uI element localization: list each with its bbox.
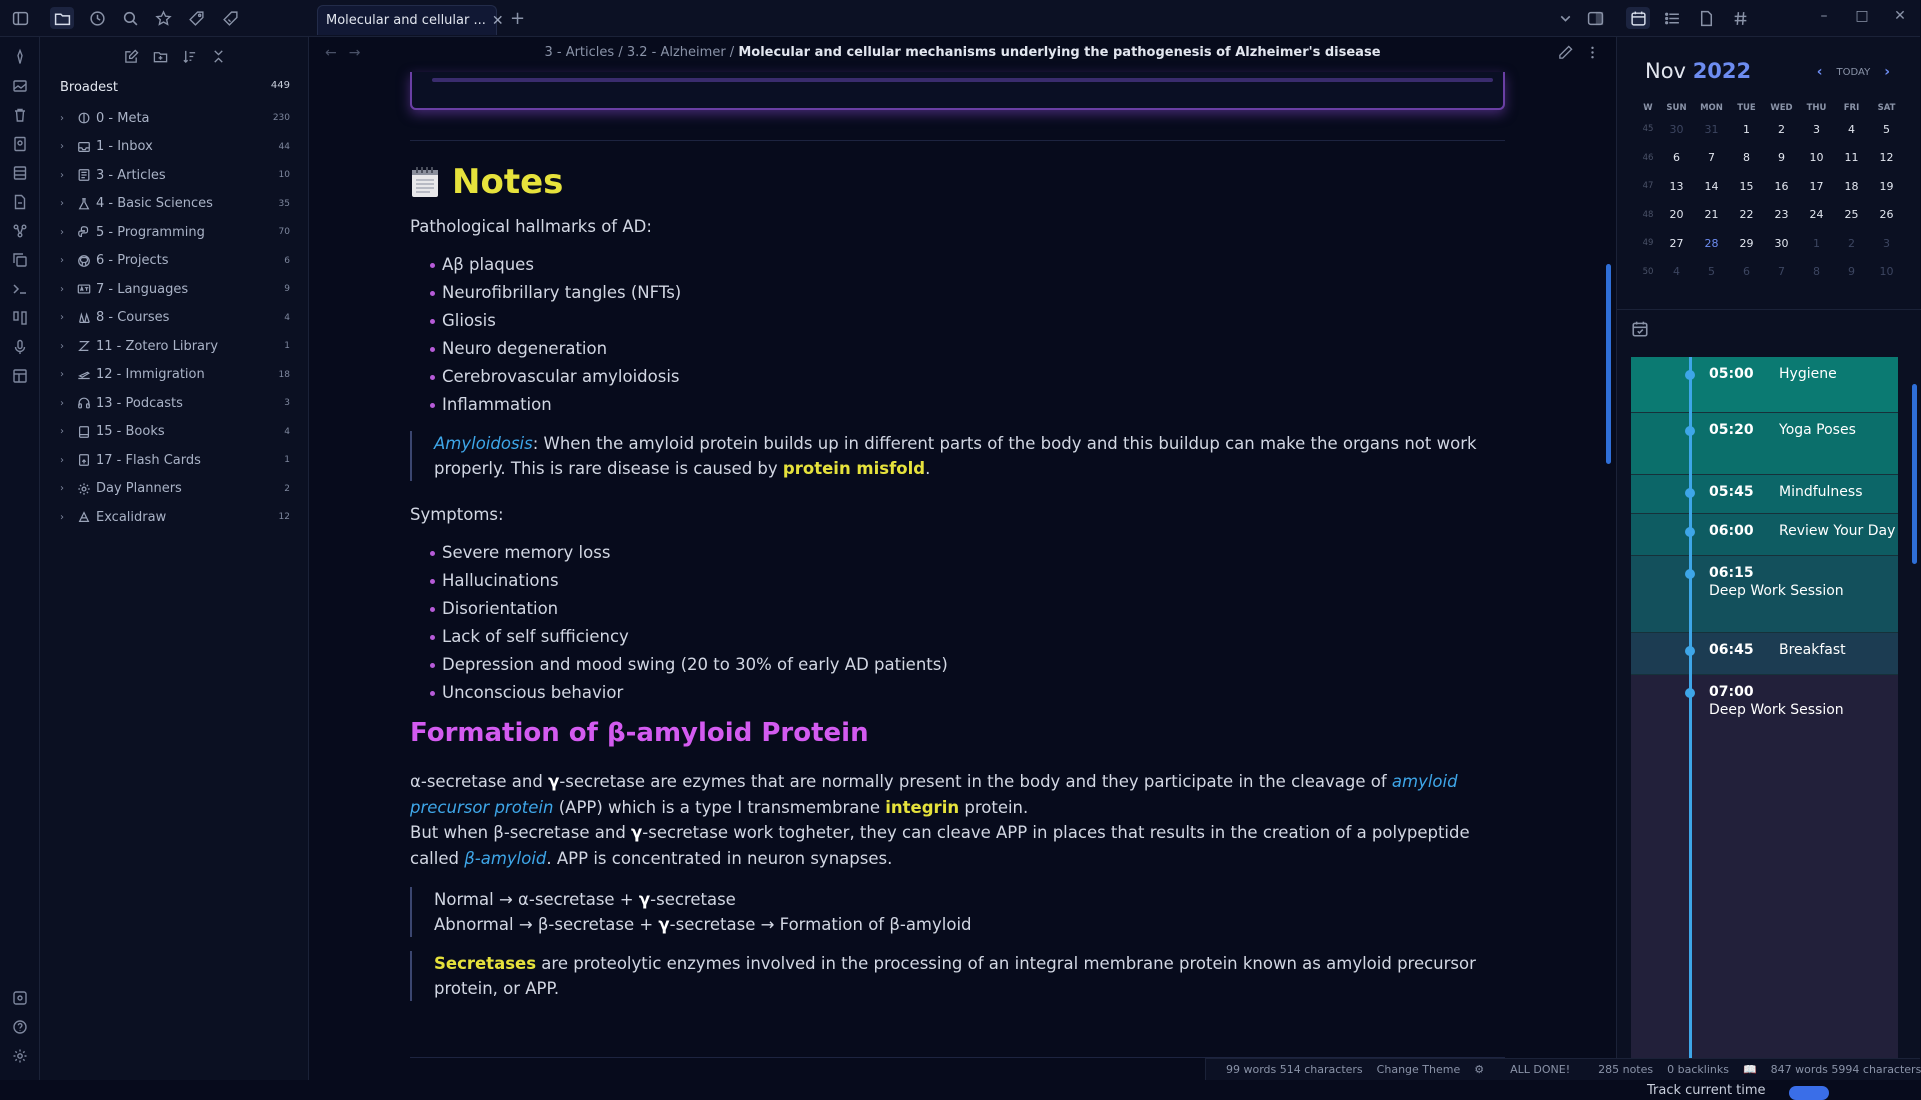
gamma-symbol: γ [658,915,670,934]
pen-icon[interactable] [10,47,30,67]
status-total-count: 847 words 5994 characters [1770,1063,1921,1076]
pathway-abnormal: Abnormal → β-secretase + [434,915,659,934]
week-number: 48 [1642,209,1654,220]
calendar-day[interactable]: 3 [1813,122,1820,136]
graph-view-icon[interactable] [10,221,30,241]
breadcrumb [310,45,1615,60]
calendar-day[interactable]: 25 [1844,208,1859,222]
calendar-week-row [1637,229,1904,258]
calendar-nav [1817,64,1890,80]
calendar-week-row [1637,201,1904,230]
editor-pane [310,37,1615,1080]
embedded-block [410,72,1505,110]
calendar-day[interactable]: 14 [1704,179,1719,193]
folder-count: 44 [278,141,290,152]
folder-count: 2 [284,483,290,494]
folder-item[interactable] [60,190,290,219]
gallery-icon[interactable] [10,76,30,96]
gamma-symbol: γ [638,890,651,909]
secretases-text: are proteolytic enzymes involved in the processing of an integral membrane protein known as amyloid precursor protein, or APP. [434,954,1476,998]
chevron-right-icon[interactable]: › [60,454,64,466]
breadcrumb-articles[interactable]: 3 - Articles [544,45,615,60]
list-item: Neurofibrillary tangles (NFTs) [410,279,1505,307]
calendar-day[interactable]: 23 [1774,208,1789,222]
divider [1617,309,1921,310]
symptoms-list [410,539,1505,707]
chevron-down-icon[interactable] [1553,7,1577,29]
folder-label: 5 - Programming [96,224,205,240]
chevron-right-icon[interactable]: › [60,397,64,409]
vault-name: Broadest [60,80,119,95]
folder-item[interactable] [60,161,290,190]
status-word-count: 99 words 514 characters [1226,1063,1363,1076]
maximize-icon[interactable]: □ [1855,8,1869,24]
python-icon [76,224,92,240]
explorer-toolbar [122,47,227,65]
folder-label: 3 - Articles [96,167,166,183]
file-icon[interactable] [1694,7,1718,29]
formation-text: . APP is concentrated in neuron synapses. [546,848,893,868]
article-icon [76,167,92,183]
planner-event[interactable] [1631,633,1898,675]
event-name: Deep Work Session [1709,702,1844,718]
track-time-label: Track current time [1647,1083,1766,1098]
folder-count: 230 [272,113,290,124]
calendar-weekday: TUE [1737,103,1756,113]
book-icon: 📖 [1742,1063,1757,1076]
folder-count: 35 [278,198,290,209]
sort-icon[interactable] [180,47,198,65]
more-options-icon[interactable] [1585,45,1600,64]
folder-count: 9 [284,284,290,295]
calendar-year: 2022 [1692,59,1752,83]
forward-arrow-icon[interactable]: → [348,45,373,61]
folder-count: 1 [284,341,290,352]
folder-item[interactable] [60,332,290,361]
note-content [410,157,1505,1013]
copy-icon[interactable] [10,250,30,270]
vault-count: 449 [270,80,290,91]
database-icon[interactable] [10,163,30,183]
pathway-abnormal-end: -secretase → Formation of β-amyloid [669,915,972,934]
event-time: 06:15 [1709,565,1754,581]
trash-icon[interactable] [10,105,30,125]
calendar-day[interactable]: 29 [1739,236,1754,250]
protein-misfold-highlight: protein misfold [782,459,926,478]
notepad-icon [410,166,440,198]
planner-event[interactable] [1631,556,1898,633]
help-icon[interactable] [10,1017,30,1037]
amyloidosis-end: . [925,459,931,478]
editor-scrollbar[interactable] [1606,264,1611,464]
folder-item[interactable] [60,361,290,390]
breadcrumb-sep: / [614,45,627,60]
folder-label: 7 - Languages [96,281,189,297]
planner-scrollbar[interactable] [1912,384,1917,564]
search-icon[interactable] [118,7,142,29]
calendar-day[interactable]: 1 [1813,236,1820,250]
calendar-day[interactable]: 19 [1879,179,1894,193]
event-name: Hygiene [1779,366,1837,382]
vault-switch-icon[interactable] [10,988,30,1008]
calendar-week-row [1637,258,1904,287]
calendar-day[interactable]: 10 [1879,265,1894,279]
tag-search-icon[interactable] [184,7,208,29]
event-name: Breakfast [1779,642,1846,658]
language-icon [76,281,92,297]
calendar-day[interactable]: 12 [1879,151,1894,165]
event-time: 06:00 [1709,523,1754,539]
folder-count: 4 [284,426,290,437]
gamma-symbol: γ [631,823,643,842]
close-icon[interactable]: ✕ [491,12,504,29]
secretases-highlight: Secretases [434,954,537,973]
folder-count: 1 [284,455,290,466]
event-time: 05:45 [1709,484,1754,500]
folder-label: 0 - Meta [96,110,150,126]
calendar-day[interactable]: 8 [1743,151,1750,165]
folder-item[interactable] [60,247,290,276]
folder-label: 4 - Basic Sciences [96,196,213,212]
event-time: 05:00 [1709,366,1754,382]
folder-item[interactable] [60,304,290,333]
calendar-day[interactable]: 17 [1809,179,1824,193]
formation-text: -secretase work togheter, they can cleave APP in places that results in the creation of a polypeptide called [410,823,1470,868]
list-item: Depression and mood swing (20 to 30% of early AD patients) [410,651,1505,679]
week-number: 45 [1642,124,1654,135]
sidebar-toggle-icon[interactable] [8,7,32,29]
event-name: Yoga Poses [1779,422,1856,438]
settings-gear-icon[interactable] [10,1046,30,1066]
chevron-right-icon[interactable]: › [60,312,64,324]
folder-label: 15 - Books [96,424,165,440]
symptoms-intro: Symptoms: [410,505,504,524]
app-link[interactable]: amyloid precursor protein [410,772,1458,817]
calendar-day[interactable]: 24 [1809,208,1824,222]
formation-paragraph [410,769,1505,871]
list-item: Unconscious behavior [410,679,1505,707]
calendar-day[interactable]: 15 [1739,179,1754,193]
calendar-day[interactable]: 9 [1848,265,1855,279]
breadcrumb-sep: / [725,45,739,60]
folder-label: 13 - Podcasts [96,395,183,411]
notes-heading-text: Notes [452,162,564,202]
folder-count: 12 [278,512,290,523]
chevron-right-icon[interactable]: › [60,283,64,295]
calendar-day[interactable]: 11 [1844,151,1859,165]
calendar-title [1645,59,1751,83]
calendar-day[interactable]: 21 [1704,208,1719,222]
event-name: Mindfulness [1779,484,1863,500]
list-item: Aβ plaques [410,251,1505,279]
gamma-symbol: γ [548,772,560,791]
calendar-weekday: SAT [1877,103,1896,113]
calendar-month: Nov [1645,59,1686,83]
chevron-right-icon[interactable]: › [60,483,64,495]
timeline-line [1689,357,1692,1077]
day-planner-timeline [1631,357,1898,1077]
breadcrumb-alzheimer[interactable]: 3.2 - Alzheimer [626,45,726,60]
pathway-callout [410,887,1505,937]
excalidraw-icon [76,509,92,525]
flask-icon [76,196,92,212]
calendar-day[interactable]: 10 [1809,151,1824,165]
calendar-icon[interactable] [1626,7,1650,29]
formation-text: protein. [959,797,1029,817]
plane-icon [76,367,92,383]
calendar-day[interactable]: 4 [1673,265,1680,279]
calendar-week-row [1637,115,1904,144]
status-change-theme[interactable]: Change Theme [1376,1063,1461,1076]
calendar-day[interactable]: 6 [1673,151,1680,165]
folder-item[interactable] [60,389,290,418]
new-tab-button[interactable]: + [510,8,526,29]
calendar-weekday: W [1643,103,1653,113]
folder-count: 10 [278,170,290,181]
folder-count: 6 [284,255,290,266]
calendar-day[interactable]: 30 [1774,236,1789,250]
folder-count: 18 [278,369,290,380]
recent-files-icon[interactable] [85,7,109,29]
week-number: 46 [1642,152,1654,163]
planner-event[interactable] [1631,475,1898,514]
planner-event[interactable] [1631,357,1898,413]
edit-pencil-icon[interactable] [1558,45,1573,64]
day-planner-calendar-icon[interactable] [1631,320,1653,342]
chevron-right-icon[interactable]: › [60,255,64,267]
notes-heading [410,157,1505,207]
formation-heading: Formation of β-amyloid Protein [410,718,869,748]
calendar-day[interactable]: 1 [1743,122,1750,136]
calendar-day[interactable]: 6 [1743,265,1750,279]
calendar-day[interactable]: 8 [1813,265,1820,279]
calendar-day[interactable]: 26 [1879,208,1894,222]
formation-text: But when β-secretase and [410,823,632,842]
window-close-icon[interactable]: ✕ [1894,8,1906,24]
week-number: 49 [1642,238,1654,249]
folder-label: Excalidraw [96,509,167,525]
event-time: 07:00 [1709,684,1754,700]
terminal-icon[interactable] [10,279,30,299]
calendar-day[interactable]: 28 [1704,236,1719,250]
calendar-day[interactable]: 7 [1778,265,1785,279]
calendar-week-row [1637,144,1904,173]
formation-text: α-secretase and [410,772,549,791]
status-bar [1205,1058,1920,1080]
hallmarks-intro: Pathological hallmarks of AD: [410,217,652,236]
folder-label: 8 - Courses [96,310,170,326]
folder-item[interactable] [60,503,290,532]
calendar-weekday: FRI [1843,103,1860,113]
list-item: Gliosis [410,307,1505,335]
courses-icon [76,310,92,326]
week-number: 47 [1642,181,1654,192]
file-explorer [40,37,309,1080]
list-item: Disorientation [410,595,1505,623]
calendar-day[interactable]: 20 [1669,208,1684,222]
zotero-icon [76,338,92,354]
formation-text: (APP) which is a type I transmembrane [553,797,886,817]
formation-text: -secretase are ezymes that are normally present in the body and they participate in the cleavage of [559,772,1392,791]
right-sidebar-toggle-icon[interactable] [1583,7,1607,29]
layout-icon[interactable] [10,366,30,386]
chevron-right-icon[interactable]: › [60,112,64,124]
amyloidosis-link[interactable]: Amyloidosis [434,434,533,453]
chevron-right-icon[interactable]: › [60,511,64,523]
editor-actions [1558,45,1600,64]
planner-event[interactable] [1631,413,1898,475]
calendar-day[interactable]: 13 [1669,179,1684,193]
planner-event[interactable] [1631,675,1898,1077]
inbox-icon [76,139,92,155]
folder-label: 6 - Projects [96,253,169,269]
new-folder-icon[interactable] [151,47,169,65]
pathway-normal: Normal → α-secretase + [434,890,639,909]
planner-event[interactable] [1631,514,1898,556]
github-icon [76,253,92,269]
bookmark-star-icon[interactable] [151,7,175,29]
next-month-icon[interactable]: › [1884,64,1890,80]
sync-icon[interactable] [218,7,242,29]
calendar-day[interactable]: 5 [1708,265,1715,279]
collapse-all-icon[interactable] [209,47,227,65]
folder-label: 1 - Inbox [96,139,153,155]
list-item: Inflammation [410,391,1505,419]
calendar-day[interactable]: 30 [1669,122,1684,136]
calendar-day[interactable]: 18 [1844,179,1859,193]
folder-item[interactable] [60,475,290,504]
status-backlinks[interactable]: 0 backlinks [1667,1063,1729,1076]
folder-count: 70 [278,227,290,238]
folder-label: 11 - Zotero Library [96,338,219,354]
calendar-day[interactable]: 4 [1848,122,1855,136]
chevron-right-icon[interactable]: › [60,340,64,352]
chevron-right-icon[interactable]: › [60,169,64,181]
event-time: 06:45 [1709,642,1754,658]
outline-list-icon[interactable] [1660,7,1684,29]
folder-item[interactable] [60,104,290,133]
template-icon[interactable] [10,192,30,212]
list-item: Neuro degeneration [410,335,1505,363]
folder-item[interactable] [60,418,290,447]
folder-label: 12 - Immigration [96,367,205,383]
secretases-callout [410,951,1505,1001]
status-notes-count: 285 notes [1598,1063,1654,1076]
calendar-weekday: THU [1806,103,1827,113]
headphones-icon [76,395,92,411]
today-button[interactable]: TODAY [1836,66,1871,78]
amyloidosis-callout [410,431,1505,481]
calendar-day[interactable]: 3 [1883,236,1890,250]
right-panel [1616,37,1920,1098]
event-time: 05:20 [1709,422,1754,438]
breadcrumb-current: Molecular and cellular mechanisms underlying the pathogenesis of Alzheimer's disease [738,45,1381,60]
integrin-highlight: integrin [885,797,960,817]
list-item: Hallucinations [410,567,1505,595]
calendar-day[interactable]: 27 [1669,236,1684,250]
track-time-toggle[interactable] [1789,1086,1829,1100]
hallmarks-list [410,251,1505,419]
title-bar [0,0,1920,37]
calendar-day[interactable]: 31 [1704,122,1719,136]
ribbon [0,37,40,1080]
folder-label: 17 - Flash Cards [96,452,201,468]
contacts-icon[interactable] [10,134,30,154]
list-item: Cerebrovascular amyloidosis [410,363,1505,391]
folder-item[interactable] [60,133,290,162]
book-icon [76,424,92,440]
chevron-right-icon[interactable]: › [60,226,64,238]
calendar-weekday: WED [1770,103,1793,113]
chevron-right-icon[interactable]: › [60,198,64,210]
chevron-right-icon[interactable]: › [60,141,64,153]
embedded-block-bar [432,78,1493,82]
folder-tree [60,104,290,532]
brain-icon [76,110,92,126]
prev-month-icon[interactable]: ‹ [1816,64,1823,80]
calendar-day[interactable]: 16 [1774,179,1789,193]
calendar-day[interactable]: 2 [1778,122,1785,136]
week-number: 50 [1642,266,1654,277]
vault-root[interactable] [60,80,290,95]
tab-title: Molecular and cellular ... [326,13,486,28]
calendar-day[interactable]: 5 [1883,122,1890,136]
chevron-right-icon[interactable]: › [60,369,64,381]
beta-amyloid-link[interactable]: β-amyloid [464,848,547,868]
status-all-done: ALL DONE! [1510,1063,1571,1076]
calendar-day[interactable]: 7 [1708,151,1715,165]
hashtag-icon[interactable] [1728,7,1752,29]
calendar-day[interactable]: 22 [1739,208,1754,222]
chevron-right-icon[interactable]: › [60,426,64,438]
folder-item[interactable] [60,275,290,304]
calendar-day[interactable]: 2 [1848,236,1855,250]
event-name: Review Your Day [1779,523,1896,539]
new-note-icon[interactable] [122,47,140,65]
gear-icon [76,481,92,497]
microphone-icon[interactable] [10,337,30,357]
event-name: Deep Work Session [1709,583,1844,599]
amyloidosis-text: : When the amyloid protein builds up in different parts of the body and this buildup can make the organs not work properly. This is rare disease is caused by [434,434,1477,478]
back-arrow-icon[interactable]: ← [325,45,349,61]
calendar-weekday: MON [1700,103,1723,113]
calendar-weekday: SUN [1666,103,1687,113]
divider [410,140,1505,141]
tab-active-note[interactable] [317,5,504,35]
list-item: Lack of self sufficiency [410,623,1505,651]
folder-count: 3 [284,398,290,409]
calendar-day[interactable]: 9 [1778,151,1785,165]
calendar-grid [1637,101,1904,286]
calendar-week-row [1637,172,1904,201]
folder-label: Day Planners [96,481,182,497]
calendar-header-row [1637,101,1904,115]
minimize-icon[interactable]: – [1820,8,1828,24]
folder-icon[interactable] [50,7,74,29]
list-item: Severe memory loss [410,539,1505,567]
flashcard-icon [76,452,92,468]
kanban-icon[interactable] [10,308,30,328]
folder-item[interactable] [60,446,290,475]
theme-gear-icon[interactable]: ⚙ [1474,1063,1485,1076]
pathway-normal-end: -secretase [650,890,736,909]
folder-count: 4 [284,312,290,323]
folder-item[interactable] [60,218,290,247]
